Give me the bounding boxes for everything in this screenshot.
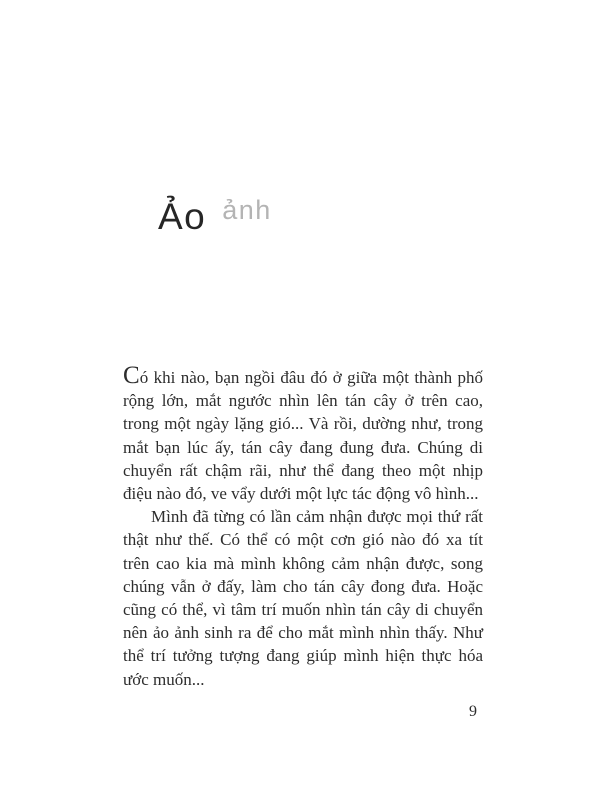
paragraph-1-text: ó khi nào, bạn ngồi đâu đó ở giữa một thành phố rộng lớn, mắt ngước nhìn lên tán cây ở trên cao, trong một ngày lặng gió... Và rồi, dường như, trong mắt bạn lúc ấy, tán cây đang đung đưa. Chúng di chuyển rất chậm rãi, như thể đang theo một nhịp điệu nào đó, ve vẩy dưới một lực tác động vô hình... bbox=[123, 368, 483, 504]
initial-capital: C bbox=[123, 362, 140, 389]
page-number: 9 bbox=[469, 703, 477, 720]
chapter-title-main: Ảo bbox=[158, 196, 207, 237]
paragraph-2: Mình đã từng có lần cảm nhận được mọi thứ rất thật như thế. Có thể có một cơn gió nào đó xa tít trên cao kia mà mình không cảm nhận được, song chúng vẫn ở đấy, làm cho tán cây đong đưa. Hoặc cũng có thể, vì tâm trí muốn nhìn tán cây di chuyển nên ảo ảnh sinh ra để cho mắt mình nhìn thấy. Như thể trí tưởng tượng đang giúp mình hiện thực hóa ước muốn... bbox=[123, 507, 483, 689]
body-text-block bbox=[123, 363, 483, 691]
chapter-title bbox=[158, 196, 272, 238]
chapter-title-sub: ảnh bbox=[222, 195, 272, 225]
paragraph-1 bbox=[123, 363, 483, 505]
